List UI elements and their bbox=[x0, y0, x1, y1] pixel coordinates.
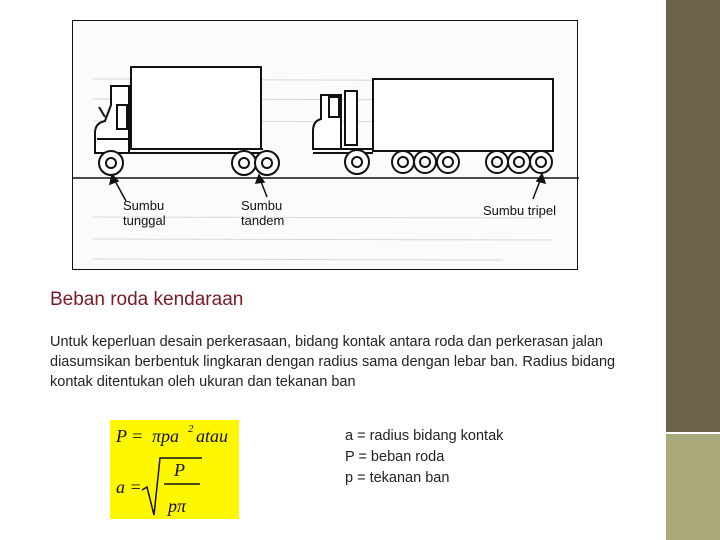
formula-line1-word: atau bbox=[196, 426, 229, 446]
variable-legend bbox=[345, 426, 645, 489]
formula-line2-numerator: P bbox=[174, 460, 185, 480]
tandem-axle-label-line2: tandem bbox=[241, 213, 285, 228]
decorative-sidebar-light bbox=[666, 432, 720, 540]
formula-box bbox=[110, 420, 239, 519]
formula-line1-rhs: πpa bbox=[152, 426, 180, 446]
single-axle-label bbox=[123, 198, 166, 228]
truck-illustration bbox=[73, 21, 579, 271]
formula-line2-lhs: a = bbox=[116, 477, 142, 497]
decorative-sidebar-divider bbox=[666, 432, 720, 434]
formula-line2-denominator: pπ bbox=[168, 496, 187, 516]
single-axle-label-line2: tunggal bbox=[123, 213, 166, 228]
formula-line1-exponent: 2 bbox=[188, 423, 194, 435]
rigid-truck bbox=[95, 67, 263, 153]
section-title: Beban roda kendaraan bbox=[50, 289, 244, 310]
decorative-sidebar-dark bbox=[666, 0, 720, 432]
rigid-truck-wheels bbox=[99, 151, 279, 175]
truck-axle-figure bbox=[72, 20, 578, 270]
tandem-axle-label-line1: Sumbu bbox=[241, 198, 283, 213]
formula-equations bbox=[110, 420, 239, 519]
formula-line1-lhs: P = bbox=[116, 426, 144, 446]
single-axle-label-line1: Sumbu bbox=[123, 198, 165, 213]
semi-trailer-truck bbox=[313, 79, 553, 153]
semi-trailer-wheels bbox=[345, 150, 552, 174]
legend-item-a: a = radius bidang kontak bbox=[345, 428, 504, 444]
legend-item-P: P = beban roda bbox=[345, 449, 445, 465]
triple-axle-label: Sumbu tripel bbox=[483, 203, 556, 218]
tandem-axle-label bbox=[241, 198, 284, 228]
legend-item-p: p = tekanan ban bbox=[345, 470, 450, 486]
body-paragraph: Untuk keperluan desain perkerasaan, bidang kontak antara roda dan perkerasan jalan diasumsikan berbentuk lingkaran dengan radius sama dengan lebar ban. Radius bidang kontak ditentukan oleh ukuran dan tekanan ban bbox=[50, 334, 616, 390]
